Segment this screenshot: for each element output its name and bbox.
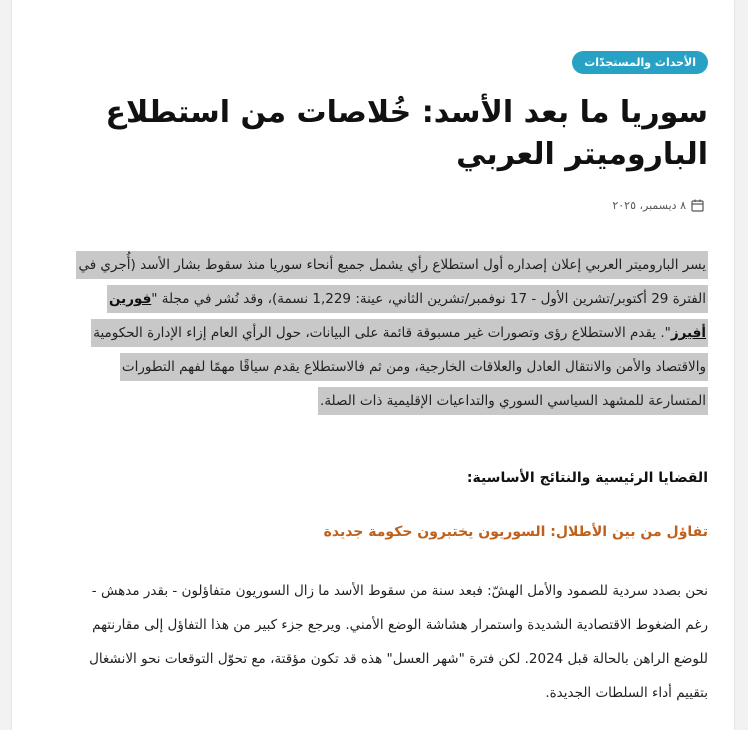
- lead-text-part1: يسر الباروميتر العربي إعلان إصداره أول استطلاع رأي يشمل جميع أنحاء سوريا منذ سقوط بشار الأسد (أُجري في الفترة 29 أكتوبر/تشرين الأول - 17 نوفمبر/تشرين الثاني، عينة: 1,229 نسمة)، وقد نُشر في مجلة ": [78, 257, 706, 307]
- article-meta: [612, 199, 704, 212]
- page: [12, 0, 734, 730]
- lead-highlight: [76, 251, 708, 415]
- article-date: ٨ ديسمبر، ٢٠٢٥: [612, 199, 686, 212]
- article-title: سوريا ما بعد الأسد: خُلاصات من استطلاع الباروميتر العربي: [105, 95, 708, 172]
- category-tag[interactable]: الأحداث والمستجدّات: [572, 51, 708, 74]
- subheading: تفاؤل من بين الأطلال: السوريون يختبرون حكومة جديدة: [323, 524, 708, 540]
- foreign-affairs-link[interactable]: فورين أفيرز: [108, 291, 706, 341]
- calendar-icon: [691, 199, 704, 212]
- lead-paragraph: [76, 248, 708, 418]
- section-heading: القضايا الرئيسية والنتائج الأساسية:: [466, 470, 708, 486]
- lead-text-part2: ". يقدم الاستطلاع رؤى وتصورات غير مسبوقة قائمة على البيانات، حول الرأي العام إزاء الإدارة الحكومية والاقتصاد والأمن والانتقال العادل والعلاقات الخارجية، ومن ثم فالاستطلاع يقدم سياقًا مهمًا لفهم التطورات المتسارعة للمشهد السياسي السوري والتداعيات الإقليمية ذات الصلة.: [93, 325, 706, 409]
- body-paragraph: نحن بصدد سردية للصمود والأمل الهشّ: فبعد سنة من سقوط الأسد ما زال السوريون متفاؤلون - بقدر مدهش - رغم الضغوط الاقتصادية الشديدة واستمرار هشاشة الوضع الأمني. ويرجع جزء كبير من هذا التفاؤل إلى مقارنتهم للوضع الراهن بالحالة قبل 2024. لكن فترة "شهر العسل" هذه قد تكون مؤقتة، مع تحوّل التوقعات نحو الانشغال بتقييم أداء السلطات الجديدة.: [89, 583, 708, 701]
